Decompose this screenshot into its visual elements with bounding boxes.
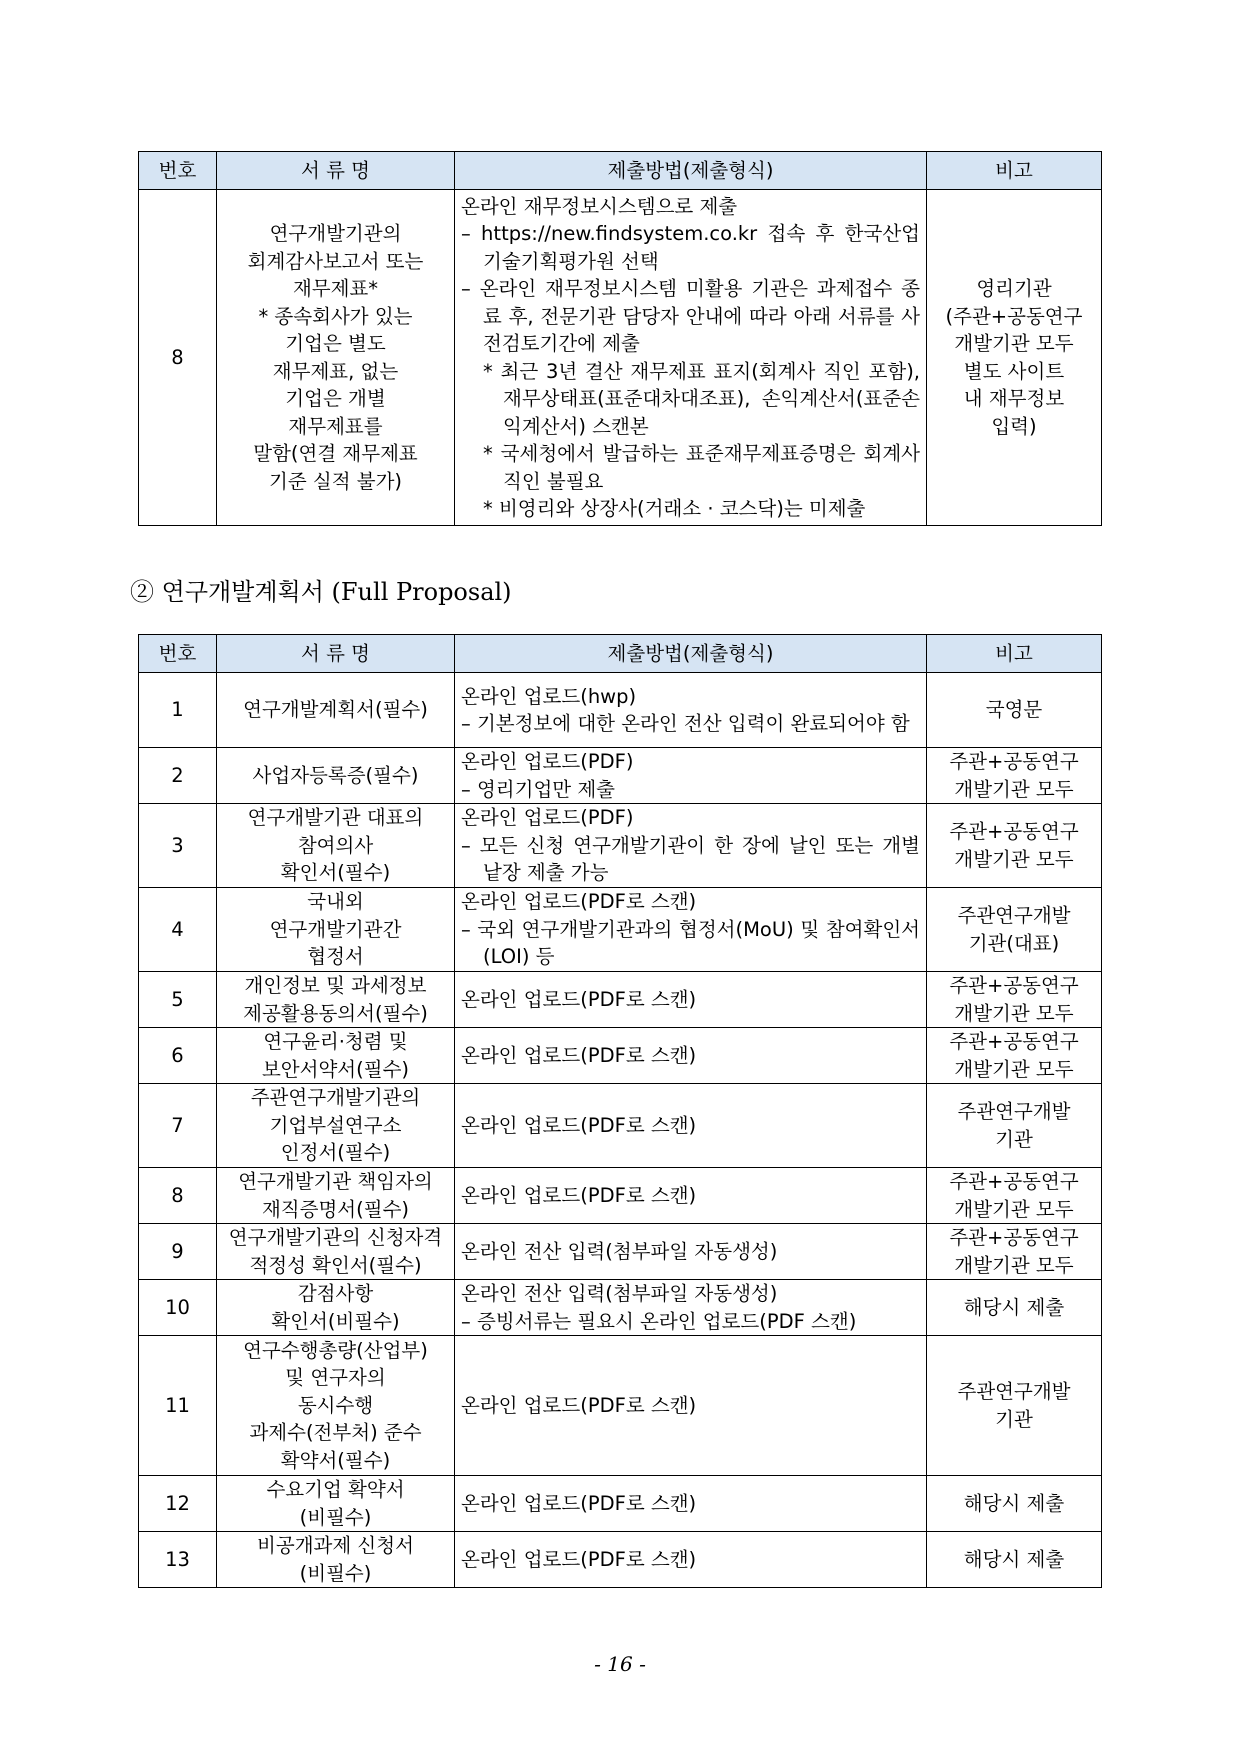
- remarks-line: 주관연구개발: [957, 904, 1071, 927]
- header-submission-method: 제출방법(제출형식): [455, 152, 927, 190]
- row-document-name: [217, 1224, 455, 1280]
- submission-method-line: 온라인 업로드(PDF로 스캔): [461, 987, 697, 1011]
- document-name-line: 기업부설연구소: [269, 1113, 402, 1137]
- remarks-line: 개발기관 모두: [954, 1057, 1074, 1081]
- submission-method-line: 온라인 업로드(PDF로 스캔): [461, 1113, 697, 1137]
- table-row: [139, 190, 1102, 526]
- remarks-line: 개발기관 모두: [954, 1253, 1074, 1277]
- submission-method-line: 온라인 업로드(hwp): [461, 684, 637, 708]
- row-submission-method: [455, 804, 927, 888]
- row-remarks: [927, 1224, 1102, 1280]
- document-name-line: 인정서(필수): [280, 1141, 391, 1165]
- document-name-line: (비필수): [299, 1561, 372, 1585]
- row-number: 11: [139, 1336, 217, 1476]
- remarks-line: 주관연구개발: [957, 1100, 1071, 1123]
- row-remarks: [927, 1280, 1102, 1336]
- document-name-line: 확약서(필수): [280, 1448, 391, 1472]
- row-submission-method: [455, 1168, 927, 1224]
- remarks-line: 주관+공동연구: [949, 1226, 1079, 1249]
- table-row: [139, 1168, 1102, 1224]
- row-submission-method: [455, 1280, 927, 1336]
- row-document-name: [217, 888, 455, 972]
- row-remarks: [927, 804, 1102, 888]
- row-document-name: [217, 1028, 455, 1084]
- table-header-row: [139, 152, 1102, 190]
- document-name-line: 협정서: [307, 945, 364, 969]
- row-number: 10: [139, 1280, 217, 1336]
- row-number: 5: [139, 972, 217, 1028]
- table-row: [139, 673, 1102, 748]
- submission-method-line: 온라인 업로드(PDF로 스캔): [461, 890, 697, 914]
- document-name-line: 과제수(전부처) 준수: [249, 1421, 422, 1445]
- row-remarks: [927, 748, 1102, 804]
- row-document-name: [217, 1168, 455, 1224]
- document-name-line: 연구개발기관의 신청자격: [228, 1226, 443, 1249]
- document-name-line: 확인서(필수): [280, 861, 391, 885]
- table-row: [139, 1224, 1102, 1280]
- submission-method-line: – 기본정보에 대한 온라인 전산 입력이 완료되어야 함: [461, 712, 910, 735]
- table-row: [139, 1532, 1102, 1588]
- row-submission-method: [455, 972, 927, 1028]
- row-document-name: [217, 1476, 455, 1532]
- submission-method-line: – 모든 신청 연구개발기관이 한 장에 날인 또는 개별 낱장 제출 가능: [461, 833, 920, 885]
- row-document-name: [217, 1280, 455, 1336]
- header-submission-method: 제출방법(제출형식): [455, 635, 927, 673]
- remarks-line: 기관: [995, 1127, 1033, 1151]
- table-row: [139, 1476, 1102, 1532]
- page-number: - 16 -: [594, 1652, 646, 1676]
- remarks-line: 해당시 제출: [963, 1547, 1065, 1571]
- remarks-line: 해당시 제출: [963, 1491, 1065, 1515]
- remarks-line: 개발기관 모두: [954, 777, 1074, 801]
- remarks-line: 주관+공동연구: [949, 750, 1079, 773]
- header-document-name: 서 류 명: [217, 635, 455, 673]
- row-document-name: [217, 1336, 455, 1476]
- remarks-line: 개발기관 모두: [954, 1001, 1074, 1025]
- row-remarks: [927, 1336, 1102, 1476]
- document-name-line: 참여의사: [297, 833, 374, 857]
- header-number: 번호: [139, 152, 217, 190]
- document-name-line: 개인정보 및 과세정보: [244, 974, 427, 997]
- row-remarks: [927, 673, 1102, 748]
- remarks-line: 개발기관 모두: [954, 847, 1074, 871]
- row-remarks: 영리기관 (주관+공동연구 개발기관 모두 별도 사이트 내 재무정보 입력): [927, 190, 1102, 526]
- document-name-line: (비필수): [299, 1505, 372, 1529]
- table-row: [139, 972, 1102, 1028]
- document-name-line: 감점사항: [297, 1282, 374, 1305]
- row-remarks: [927, 972, 1102, 1028]
- row-document-name: 연구개발기관의 회계감사보고서 또는 재무제표* * 종속회사가 있는 기업은 별도 재무제표, 없는 기업은 개별 재무제표를 말함(연결 재무제표 기준 실적 불가): [217, 190, 455, 526]
- document-name-line: 연구윤리·청렴 및: [263, 1030, 408, 1053]
- document-name-line: 수요기업 확약서: [266, 1478, 405, 1501]
- row-document-name: [217, 972, 455, 1028]
- document-name-line: 사업자등록증(필수): [252, 763, 419, 787]
- row-remarks: [927, 1168, 1102, 1224]
- row-submission-method: 온라인 재무정보시스템으로 제출 – https://new.findsystem.co.kr 접속 후 한국산업기술기획평가원 선택 – 온라인 재무정보시스템 미활용 기관은 과제접수 종료 후, 전문기관 담당자 안내에 따라 아래 서류를 사전검토기간에 제출 * 최근 3년 결산 재무제표 표지(회계사 직인 포함), 재무상태표(표준대차대조표), 손익계산서(표준손익계산서) 스캔본 * 국세청에서 발급하는 표준재무제표증명은 회계사 직인 불필요 * 비영리와 상장사(거래소 · 코스닥)는 미제출: [455, 190, 927, 526]
- submission-method-line: 온라인 업로드(PDF): [461, 750, 634, 773]
- remarks-line: 국영문: [985, 698, 1043, 722]
- table-row: [139, 888, 1102, 972]
- row-number: 12: [139, 1476, 217, 1532]
- table-row: [139, 748, 1102, 804]
- row-submission-method: [455, 1476, 927, 1532]
- document-name-line: 비공개과제 신청서: [257, 1534, 414, 1557]
- document-name-line: 동시수행: [297, 1393, 374, 1417]
- remarks-line: 기관(대표): [968, 931, 1060, 955]
- row-number: 7: [139, 1084, 217, 1168]
- row-document-name: [217, 1532, 455, 1588]
- submission-method-line: 온라인 업로드(PDF로 스캔): [461, 1043, 697, 1067]
- header-remarks: 비고: [927, 152, 1102, 190]
- document-name-line: 연구개발기관 책임자의: [238, 1170, 433, 1193]
- row-submission-method: [455, 748, 927, 804]
- row-submission-method: [455, 673, 927, 748]
- remarks-line: 주관+공동연구: [949, 1170, 1079, 1193]
- document-name-line: 적정성 확인서(필수): [249, 1253, 422, 1277]
- document-name-line: 연구개발기관간: [269, 917, 402, 941]
- table-header-row: [139, 635, 1102, 673]
- table-row: [139, 804, 1102, 888]
- table-row: [139, 1028, 1102, 1084]
- submission-method-line: 온라인 업로드(PDF로 스캔): [461, 1491, 697, 1515]
- document-name-line: 연구개발기관 대표의: [247, 806, 424, 830]
- document-name-line: 및 연구자의: [285, 1366, 386, 1390]
- submission-method-line: 온라인 업로드(PDF로 스캔): [461, 1183, 697, 1207]
- remarks-line: 해당시 제출: [963, 1295, 1065, 1319]
- submission-method-line: – 영리기업만 제출: [461, 777, 616, 801]
- remarks-line: 주관+공동연구: [949, 1030, 1079, 1053]
- row-number: 2: [139, 748, 217, 804]
- row-number: 13: [139, 1532, 217, 1588]
- row-number: 8: [139, 1168, 217, 1224]
- row-submission-method: [455, 1532, 927, 1588]
- row-remarks: [927, 1028, 1102, 1084]
- header-document-name: 서 류 명: [217, 152, 455, 190]
- submission-method-line: – 국외 연구개발기관과의 협정서(MoU) 및 참여확인서(LOI) 등: [461, 917, 920, 969]
- submission-method-line: 온라인 전산 입력(첨부파일 자동생성): [461, 1239, 778, 1263]
- document-name-line: 보안서약서(필수): [261, 1057, 410, 1081]
- row-number: 9: [139, 1224, 217, 1280]
- remarks-line: 기관: [995, 1407, 1033, 1431]
- table-row: [139, 1280, 1102, 1336]
- section-heading: ② 연구개발계획서 (Full Proposal): [130, 578, 512, 606]
- submission-method-line: 온라인 업로드(PDF): [461, 806, 634, 830]
- row-submission-method: [455, 1336, 927, 1476]
- submission-method-line: 온라인 업로드(PDF로 스캔): [461, 1393, 697, 1417]
- row-number: 1: [139, 673, 217, 748]
- row-number: 8: [139, 190, 217, 526]
- document-name-line: 제공활용동의서(필수): [243, 1001, 428, 1025]
- remarks-line: 주관+공동연구: [949, 820, 1079, 843]
- row-number: 3: [139, 804, 217, 888]
- header-remarks: 비고: [927, 635, 1102, 673]
- document-name-line: 확인서(비필수): [271, 1309, 400, 1333]
- row-document-name: [217, 1084, 455, 1168]
- row-submission-method: [455, 1028, 927, 1084]
- row-submission-method: [455, 1084, 927, 1168]
- document-name-line: 연구개발계획서(필수): [243, 698, 428, 722]
- row-document-name: [217, 673, 455, 748]
- document-name-line: 연구수행총량(산업부): [243, 1338, 428, 1362]
- row-document-name: [217, 748, 455, 804]
- row-number: 4: [139, 888, 217, 972]
- table-row: [139, 1336, 1102, 1476]
- remarks-line: 개발기관 모두: [954, 1197, 1074, 1221]
- header-number: 번호: [139, 635, 217, 673]
- row-document-name: [217, 804, 455, 888]
- submission-method-line: – 증빙서류는 필요시 온라인 업로드(PDF 스캔): [461, 1309, 857, 1333]
- row-number: 6: [139, 1028, 217, 1084]
- document-name-line: 국내외: [307, 890, 364, 914]
- row-submission-method: [455, 1224, 927, 1280]
- document-list-table-1: [138, 151, 1102, 526]
- document-name-line: 주관연구개발기관의: [250, 1086, 421, 1110]
- row-remarks: [927, 1476, 1102, 1532]
- document-list-table-2: [138, 634, 1102, 1588]
- remarks-line: 주관연구개발: [957, 1380, 1071, 1403]
- remarks-line: 주관+공동연구: [949, 974, 1079, 997]
- document-name-line: 재직증명서(필수): [261, 1197, 410, 1221]
- submission-method-line: 온라인 업로드(PDF로 스캔): [461, 1547, 697, 1571]
- submission-method-line: 온라인 전산 입력(첨부파일 자동생성): [461, 1282, 778, 1305]
- table-row: [139, 1084, 1102, 1168]
- row-remarks: [927, 888, 1102, 972]
- row-submission-method: [455, 888, 927, 972]
- row-remarks: [927, 1532, 1102, 1588]
- row-remarks: [927, 1084, 1102, 1168]
